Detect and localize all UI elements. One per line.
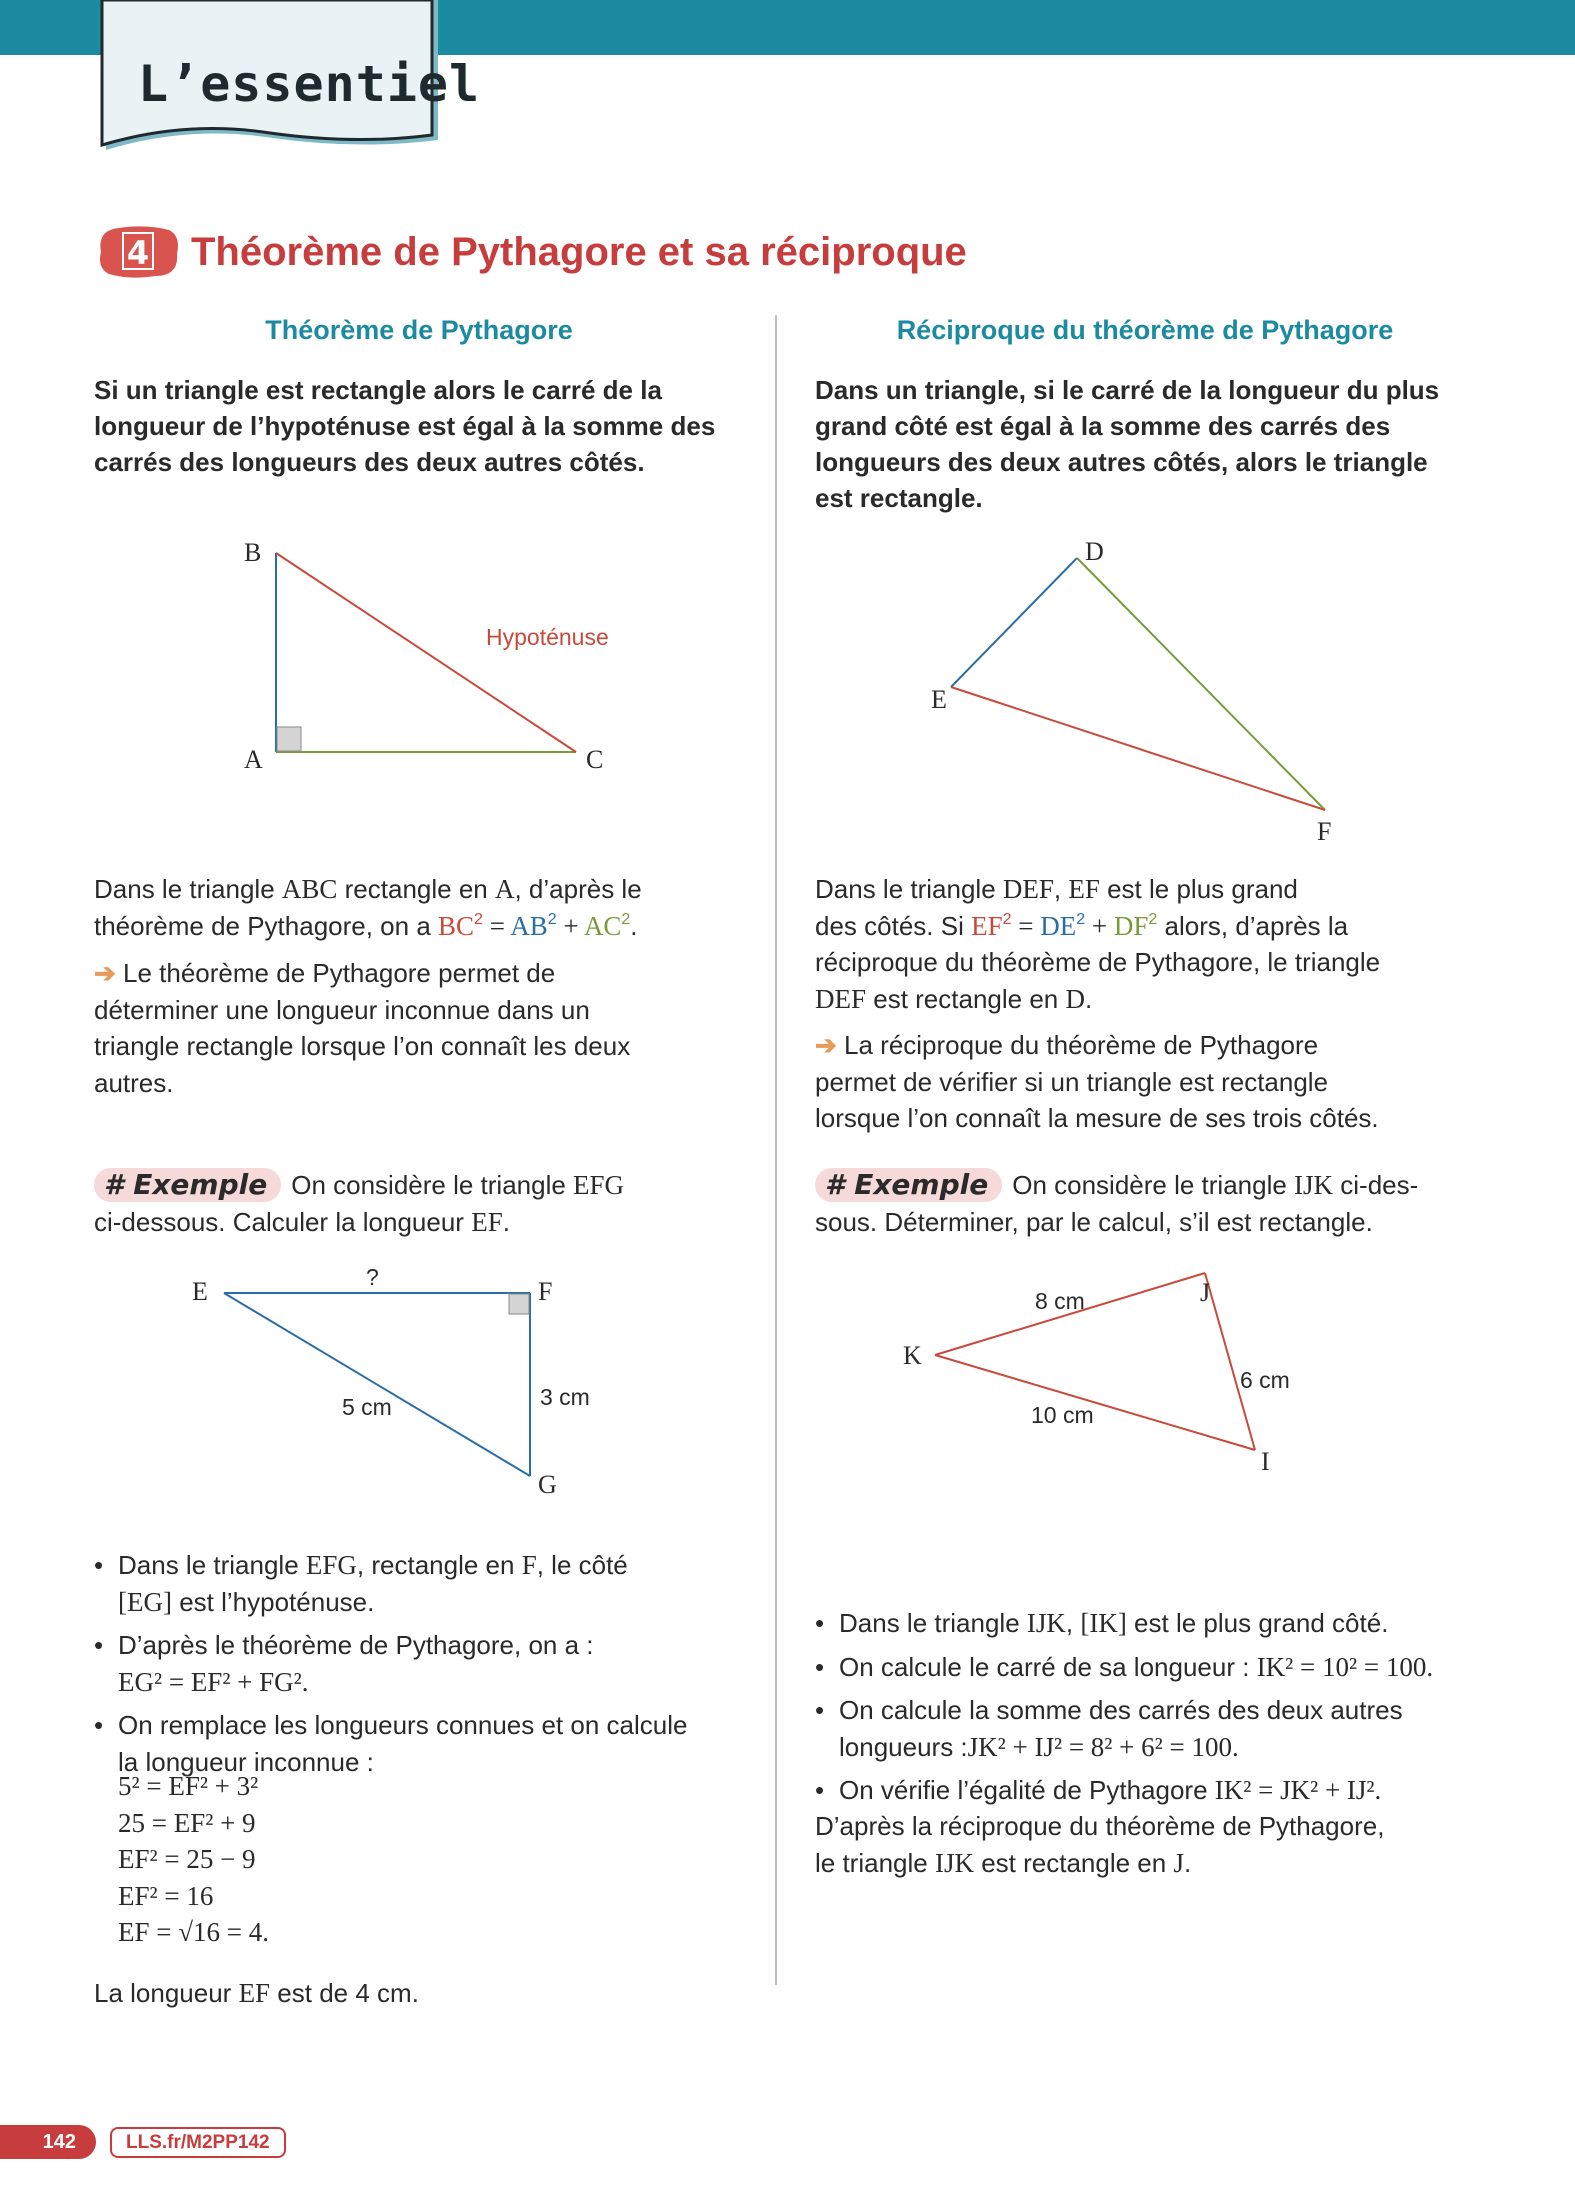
side-ki bbox=[935, 1355, 1255, 1450]
text-line: le triangle IJK est rectangle en J. bbox=[815, 1847, 1192, 1878]
length-label-ki: 10 cm bbox=[1031, 1402, 1094, 1428]
vertex-label-f: F bbox=[538, 1277, 553, 1306]
left-solution-list bbox=[94, 1547, 754, 1787]
text-line: # Exemple On considère le triangle EFG bbox=[94, 1167, 624, 1204]
left-example bbox=[94, 1167, 624, 1240]
converse-statement bbox=[815, 372, 1439, 516]
calc-line: EF² = 16 bbox=[118, 1880, 214, 1911]
side-df bbox=[1077, 558, 1325, 810]
length-label-fg: 3 cm bbox=[540, 1384, 590, 1410]
text-line: Dans le triangle ABC rectangle en A, d’après le bbox=[94, 874, 642, 904]
vertex-label-e: E bbox=[192, 1277, 208, 1306]
right-example bbox=[815, 1167, 1418, 1240]
section-number-badge bbox=[95, 222, 181, 282]
left-explanation bbox=[94, 871, 642, 944]
statement-line: grand côté est égal à la somme des carrés des bbox=[815, 411, 1391, 441]
side-eg bbox=[224, 1293, 530, 1476]
vertex-label-k: K bbox=[903, 1341, 922, 1370]
statement-line: carrés des longueurs des deux autres côtés. bbox=[94, 447, 645, 477]
list-item: • On calcule le carré de sa longueur : IK² = 10² = 100. bbox=[815, 1649, 1485, 1686]
text-line: ➔ La réciproque du théorème de Pythagore bbox=[815, 1030, 1319, 1060]
vertex-label-j-box bbox=[1195, 1277, 1235, 1313]
statement-line: Dans un triangle, si le carré de la longueur du plus bbox=[815, 375, 1440, 405]
right-subtitle: Réciproque du théorème de Pythagore bbox=[896, 315, 1394, 345]
list-item: • On calcule la somme des carrés des deux autres longueurs :JK² + IJ² = 8² + 6² = 100. bbox=[815, 1692, 1485, 1765]
text-line: réciproque du théorème de Pythagore, le triangle bbox=[815, 947, 1381, 977]
left-subtitle: Théorème de Pythagore bbox=[265, 315, 573, 345]
list-item: • Dans le triangle EFG, rectangle en F, le côté [EG] est l’hypoténuse. bbox=[94, 1547, 754, 1620]
resource-link[interactable]: LLS.fr/M2PP142 bbox=[110, 2127, 286, 2158]
text-line: sous. Déterminer, par le calcul, s’il est rectangle. bbox=[815, 1206, 1373, 1237]
side-de bbox=[951, 558, 1077, 687]
example-tag: # Exemple bbox=[815, 1168, 1002, 1202]
hypotenuse-label: Hypoténuse bbox=[486, 624, 609, 650]
section-number: 4 bbox=[122, 232, 154, 270]
vertex-label-g: G bbox=[538, 1470, 557, 1499]
text-line: DEF est rectangle en D. bbox=[815, 983, 1093, 1014]
text-line: ➔ Le théorème de Pythagore permet de bbox=[94, 958, 556, 988]
list-item: • D’après le théorème de Pythagore, on a : EG² = EF² + FG². bbox=[94, 1627, 754, 1700]
text-line: autres. bbox=[94, 1067, 174, 1098]
triangle-ijk-figure bbox=[903, 1270, 1395, 1510]
section-heading bbox=[95, 222, 967, 282]
triangle-def-figure bbox=[925, 530, 1405, 770]
arrow-icon: ➔ bbox=[815, 1030, 837, 1060]
calc-line: 25 = EF² + 9 bbox=[118, 1807, 256, 1838]
pythagoras-statement bbox=[94, 372, 715, 480]
vertex-label-f-box bbox=[1305, 810, 1345, 850]
text-line: lorsque l’on connaît la mesure de ses trois côtés. bbox=[815, 1103, 1379, 1133]
vertex-label-d: D bbox=[1085, 537, 1104, 566]
text-line: des côtés. Si $EF^2 = DE^2 + DF^2$ alors, d’après la bbox=[815, 910, 1349, 941]
list-item: • On vérifie l’égalité de Pythagore IK² = JK² + IJ². bbox=[815, 1772, 1485, 1809]
page-number: 142 bbox=[0, 2125, 96, 2159]
banner-title: L’essentiel bbox=[138, 55, 481, 113]
text-line: triangle rectangle lorsque l’on connaît les deux bbox=[94, 1031, 631, 1061]
side-ef bbox=[951, 687, 1325, 810]
calc-line: 5² = EF² + 3² bbox=[118, 1771, 259, 1801]
statement-line: Si un triangle est rectangle alors le carré de la bbox=[94, 375, 662, 405]
length-label-kj: 8 cm bbox=[1035, 1288, 1085, 1314]
vertex-label-b: B bbox=[244, 538, 262, 567]
right-explanation bbox=[815, 871, 1380, 1017]
right-angle-marker bbox=[509, 1294, 529, 1314]
list-item: • Dans le triangle IJK, [IK] est le plus grand côté. bbox=[815, 1605, 1485, 1642]
right-note bbox=[815, 1027, 1379, 1137]
triangle-efg-figure bbox=[184, 1260, 704, 1499]
arrow-icon: ➔ bbox=[94, 958, 116, 988]
text-line: Dans le triangle DEF, EF est le plus grand bbox=[815, 874, 1298, 904]
left-calculation bbox=[118, 1768, 269, 1951]
unknown-length-label: ? bbox=[366, 1264, 379, 1290]
length-label-ji: 6 cm bbox=[1240, 1367, 1290, 1393]
column-divider bbox=[775, 315, 777, 1985]
text-line: ci-dessous. Calculer la longueur EF. bbox=[94, 1206, 510, 1237]
side-kj bbox=[935, 1273, 1205, 1355]
text-line: # Exemple On considère le triangle IJK ci-des- bbox=[815, 1167, 1418, 1204]
right-solution-list bbox=[815, 1605, 1485, 1816]
statement-line: longueurs des deux autres côtés, alors le triangle bbox=[815, 447, 1428, 477]
text-line: théorème de Pythagore, on a $BC^2 = AB^2 + AC^2$. bbox=[94, 910, 638, 941]
vertex-label-j: J bbox=[1200, 1278, 1211, 1307]
statement-line: longueur de l’hypoténuse est égal à la somme des bbox=[94, 411, 716, 441]
triangle-abc-figure bbox=[214, 515, 734, 774]
vertex-label-f: F bbox=[1317, 817, 1332, 846]
text-line: permet de vérifier si un triangle est rectangle bbox=[815, 1066, 1329, 1097]
length-label-eg: 5 cm bbox=[342, 1394, 392, 1420]
section-title: Théorème de Pythagore et sa réciproque bbox=[191, 229, 967, 274]
calc-line: EF = √16 = 4. bbox=[118, 1917, 270, 1947]
text-line: D’après la réciproque du théorème de Pythagore, bbox=[815, 1811, 1385, 1841]
chapter-banner bbox=[98, 0, 481, 160]
vertex-label-i: I bbox=[1261, 1447, 1270, 1476]
statement-line: est rectangle. bbox=[815, 483, 983, 513]
vertex-label-a: A bbox=[244, 745, 263, 774]
right-conclusion bbox=[815, 1808, 1384, 1881]
example-tag: # Exemple bbox=[94, 1168, 281, 1202]
vertex-label-c: C bbox=[586, 745, 604, 774]
side-bc-hypotenuse bbox=[276, 553, 576, 752]
calc-line: EF² = 25 − 9 bbox=[118, 1844, 256, 1874]
list-item: • On remplace les longueurs connues et on calcule la longueur inconnue : bbox=[94, 1707, 754, 1780]
left-note bbox=[94, 955, 630, 1101]
text-line: déterminer une longueur inconnue dans un bbox=[94, 994, 590, 1025]
right-angle-marker bbox=[277, 727, 301, 751]
vertex-label-e: E bbox=[931, 685, 947, 714]
left-conclusion: La longueur EF est de 4 cm. bbox=[94, 1978, 419, 2008]
